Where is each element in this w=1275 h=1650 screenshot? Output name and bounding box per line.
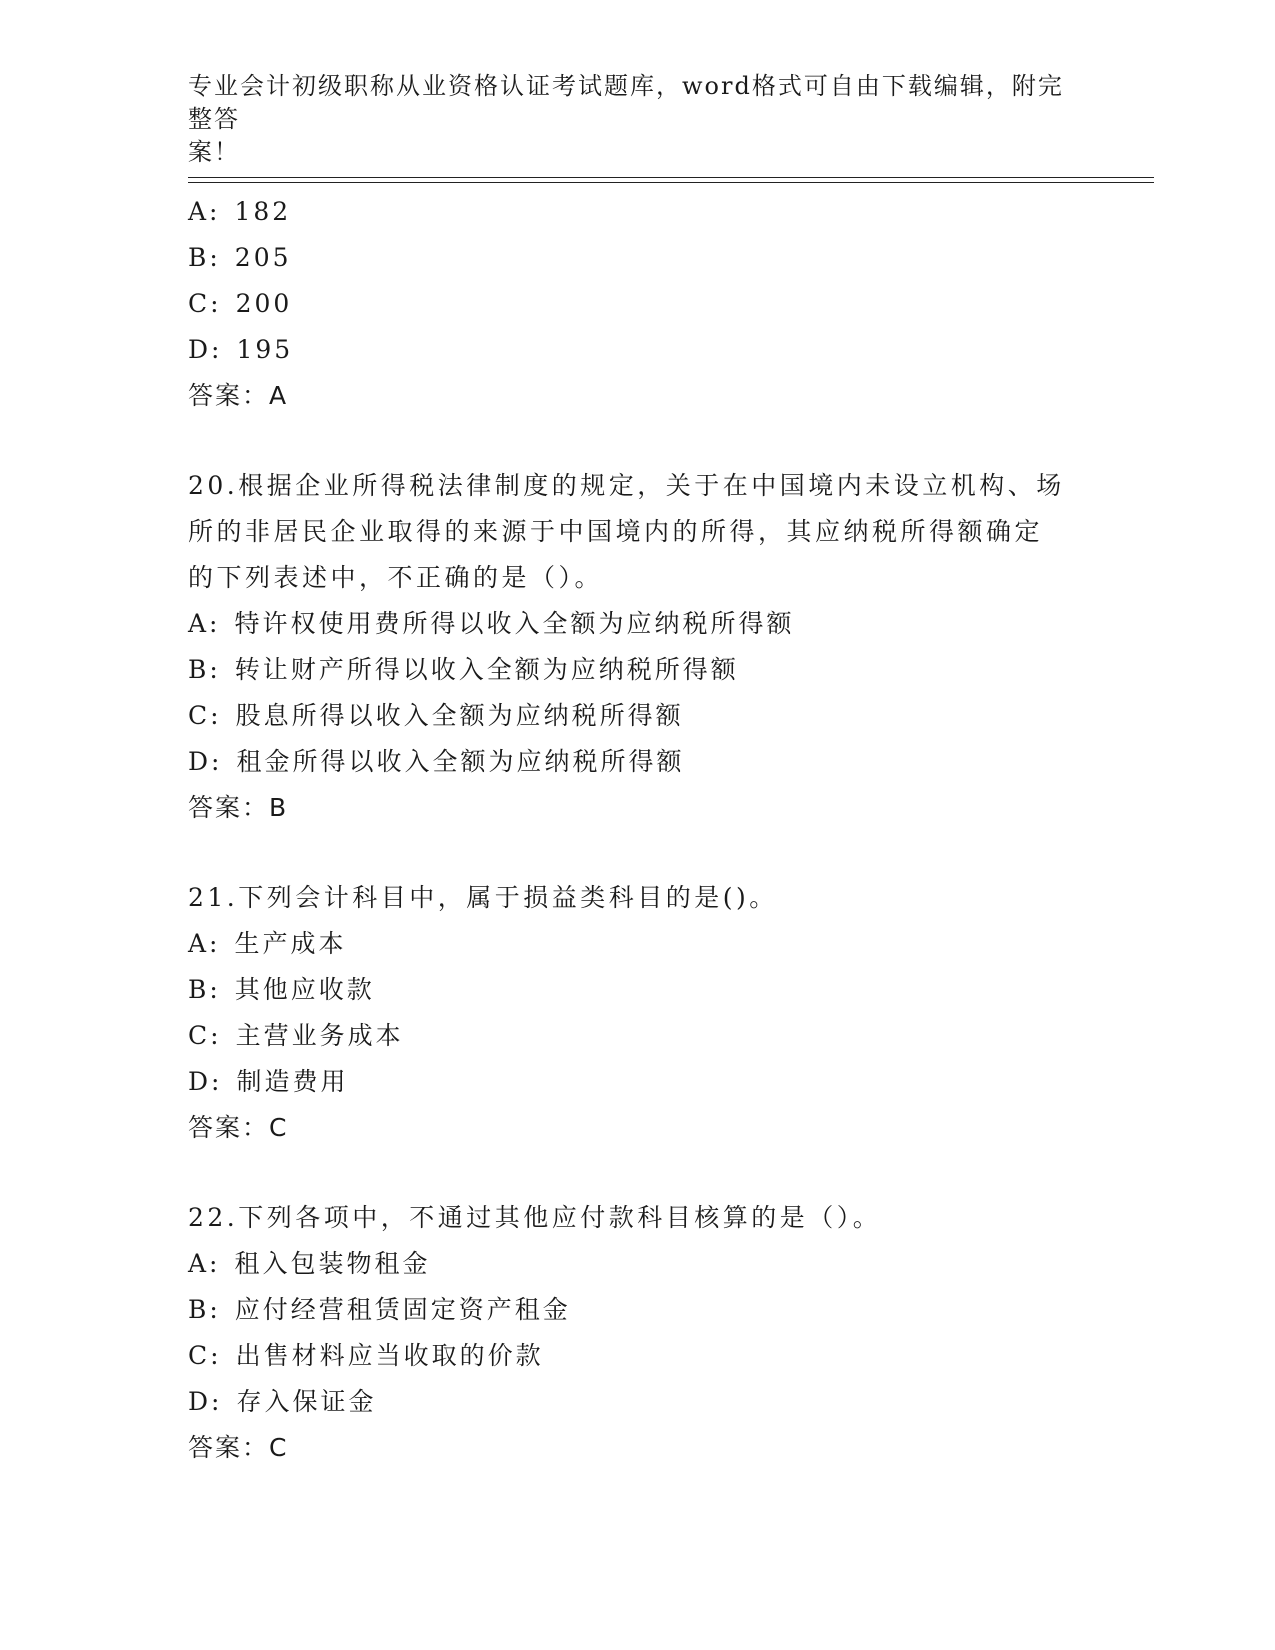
question-stem: 21.下列会计科目中，属于损益类科目的是()。 xyxy=(188,883,778,912)
question-stem: 20.根据企业所得税法律制度的规定，关于在中国境内未设立机构、场 xyxy=(188,471,1065,500)
question-stem: 所的非居民企业取得的来源于中国境内的所得，其应纳税所得额确定 xyxy=(188,517,1044,546)
option-c xyxy=(188,693,1088,739)
option-text: 出售材料应当收取的价款 xyxy=(235,1341,544,1370)
option-key: B: xyxy=(188,655,221,684)
option-d xyxy=(188,1379,1088,1425)
option-key: D: xyxy=(188,747,223,776)
option-c xyxy=(188,1333,1088,1379)
option-a xyxy=(188,601,1088,647)
option-text: 应付经营租赁固定资产租金 xyxy=(234,1295,571,1324)
page-header xyxy=(188,70,1078,169)
option-text: 生产成本 xyxy=(234,929,347,958)
option-text: 制造费用 xyxy=(236,1067,349,1096)
option-key: A: xyxy=(188,609,221,638)
option-key: D: xyxy=(188,1387,223,1416)
option-text: 195 xyxy=(236,335,294,364)
option-b xyxy=(188,967,1088,1013)
option-d xyxy=(188,1059,1088,1105)
option-key: C: xyxy=(188,701,222,730)
option-key: D: xyxy=(188,335,223,364)
answer-line: 答案：A xyxy=(188,381,289,410)
option-key: C: xyxy=(188,289,222,318)
question-block-22 xyxy=(188,1195,1088,1471)
option-text: 182 xyxy=(234,197,292,226)
question-block-21 xyxy=(188,875,1088,1151)
option-b xyxy=(188,647,1088,693)
option-text: 租入包装物租金 xyxy=(234,1249,431,1278)
option-text: 租金所得以收入全额为应纳税所得额 xyxy=(236,747,685,776)
option-b xyxy=(188,235,1088,281)
option-key: C: xyxy=(188,1021,222,1050)
option-key: A: xyxy=(188,1249,221,1278)
spacer xyxy=(188,419,1088,463)
spacer xyxy=(188,831,1088,875)
option-key: A: xyxy=(188,197,221,226)
answer-line: 答案：C xyxy=(188,1113,289,1142)
option-text: 存入保证金 xyxy=(236,1387,377,1416)
question-block-20 xyxy=(188,463,1088,831)
option-text: 转让财产所得以收入全额为应纳税所得额 xyxy=(234,655,739,684)
option-key: B: xyxy=(188,243,221,272)
header-line-2: 案！ xyxy=(188,138,240,166)
header-divider-top xyxy=(188,177,1154,178)
option-text: 205 xyxy=(234,243,292,272)
option-text: 200 xyxy=(235,289,293,318)
question-list xyxy=(188,189,1088,1471)
option-b xyxy=(188,1287,1088,1333)
header-divider-bottom xyxy=(188,182,1154,183)
header-line-1: 专业会计初级职称从业资格认证考试题库，word格式可自由下载编辑，附完整答 xyxy=(188,72,1064,133)
option-text: 特许权使用费所得以收入全额为应纳税所得额 xyxy=(234,609,795,638)
option-a xyxy=(188,189,1088,235)
question-stem: 22.下列各项中，不通过其他应付款科目核算的是（）。 xyxy=(188,1203,882,1232)
spacer xyxy=(188,1151,1088,1195)
option-d xyxy=(188,739,1088,785)
answer-line: 答案：B xyxy=(188,793,289,822)
question-stem: 的下列表述中，不正确的是（）。 xyxy=(188,563,604,592)
option-key: D: xyxy=(188,1067,223,1096)
option-key: A: xyxy=(188,929,221,958)
option-a xyxy=(188,921,1088,967)
option-text: 其他应收款 xyxy=(234,975,375,1004)
option-text: 股息所得以收入全额为应纳税所得额 xyxy=(235,701,684,730)
option-key: B: xyxy=(188,975,221,1004)
option-key: C: xyxy=(188,1341,222,1370)
option-a xyxy=(188,1241,1088,1287)
option-c xyxy=(188,1013,1088,1059)
option-c xyxy=(188,281,1088,327)
question-block-19 xyxy=(188,189,1088,419)
option-d xyxy=(188,327,1088,373)
answer-line: 答案：C xyxy=(188,1433,289,1462)
option-key: B: xyxy=(188,1295,221,1324)
option-text: 主营业务成本 xyxy=(235,1021,404,1050)
